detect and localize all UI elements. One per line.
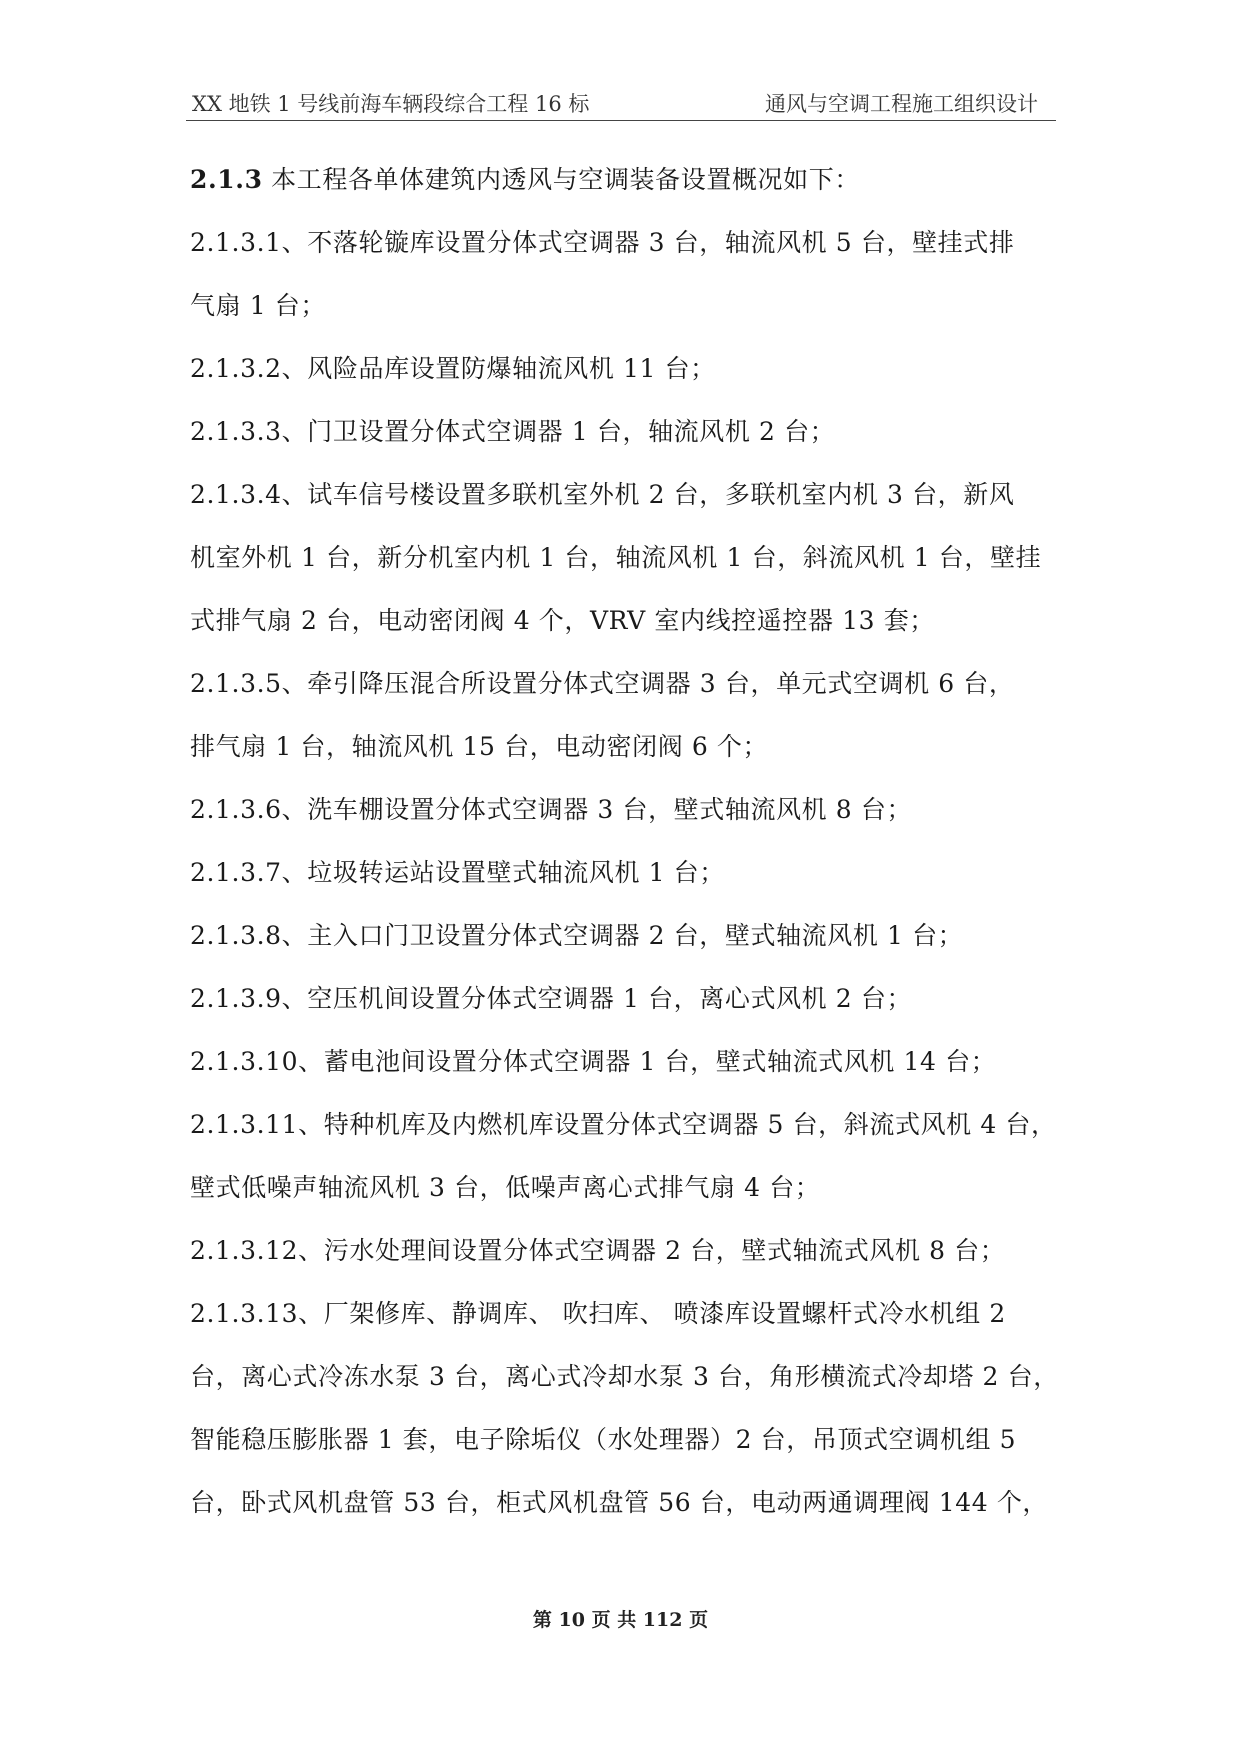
section-number: 2.1.3	[190, 165, 263, 194]
body-line: 2.1.3.4、试车信号楼设置多联机室外机 2 台，多联机室内机 3 台，新风	[190, 480, 1015, 509]
section-title: 本工程各单体建筑内透风与空调装备设置概况如下：	[262, 165, 860, 194]
body-line: 台，卧式风机盘管 53 台，柜式风机盘管 56 台，电动两通调理阀 144 个，	[190, 1488, 1049, 1517]
body-line: 气扇 1 台；	[190, 291, 326, 320]
body-line: 2.1.3.13、厂架修库、静调库、 吹扫库、 喷漆库设置螺杆式冷水机组 2	[190, 1299, 1006, 1328]
body-line: 2.1.3.12、污水处理间设置分体式空调器 2 台，壁式轴流式风机 8 台；	[190, 1236, 1006, 1265]
body-line: 排气扇 1 台，轴流风机 15 台，电动密闭阀 6 个；	[190, 732, 769, 761]
page-header	[186, 86, 1056, 122]
header-project-title: XX 地铁 1 号线前海车辆段综合工程 16 标	[192, 92, 590, 116]
body-line: 2.1.3.5、牵引降压混合所设置分体式空调器 3 台，单元式空调机 6 台，	[190, 669, 1015, 698]
body-line: 2.1.3.3、门卫设置分体式空调器 1 台，轴流风机 2 台；	[190, 417, 836, 446]
body-line: 2.1.3.1、不落轮镟库设置分体式空调器 3 台，轴流风机 5 台，壁挂式排	[190, 228, 1015, 257]
document-body	[190, 148, 1060, 1534]
page-number-footer: 第 10 页 共 112 页	[532, 1609, 709, 1631]
body-line: 2.1.3.7、垃圾转运站设置壁式轴流风机 1 台；	[190, 858, 725, 887]
body-line: 机室外机 1 台，新分机室内机 1 台，轴流风机 1 台，斜流风机 1 台，壁挂	[190, 543, 1042, 572]
body-line: 2.1.3.6、洗车棚设置分体式空调器 3 台，壁式轴流风机 8 台；	[190, 795, 913, 824]
header-document-title: 通风与空调工程施工组织设计	[765, 92, 1038, 116]
body-line: 2.1.3.11、特种机库及内燃机库设置分体式空调器 5 台，斜流式风机 4 台，	[190, 1110, 1057, 1139]
body-line: 式排气扇 2 台，电动密闭阀 4 个，VRV 室内线控遥控器 13 套；	[190, 606, 935, 635]
body-line: 2.1.3.10、蓄电池间设置分体式空调器 1 台，壁式轴流式风机 14 台；	[190, 1047, 997, 1076]
body-line: 2.1.3.9、空压机间设置分体式空调器 1 台，离心式风机 2 台；	[190, 984, 913, 1013]
body-line: 台，离心式冷冻水泵 3 台，离心式冷却水泵 3 台，角形横流式冷却塔 2 台，	[190, 1362, 1059, 1391]
body-line: 2.1.3.8、主入口门卫设置分体式空调器 2 台，壁式轴流风机 1 台；	[190, 921, 964, 950]
body-line: 智能稳压膨胀器 1 套，电子除垢仪（水处理器）2 台，吊顶式空调机组 5	[190, 1425, 1017, 1454]
section-heading	[190, 148, 1060, 211]
header-divider	[186, 120, 1056, 121]
body-line: 2.1.3.2、风险品库设置防爆轴流风机 11 台；	[190, 354, 716, 383]
body-line: 壁式低噪声轴流风机 3 台，低噪声离心式排气扇 4 台；	[190, 1173, 821, 1202]
